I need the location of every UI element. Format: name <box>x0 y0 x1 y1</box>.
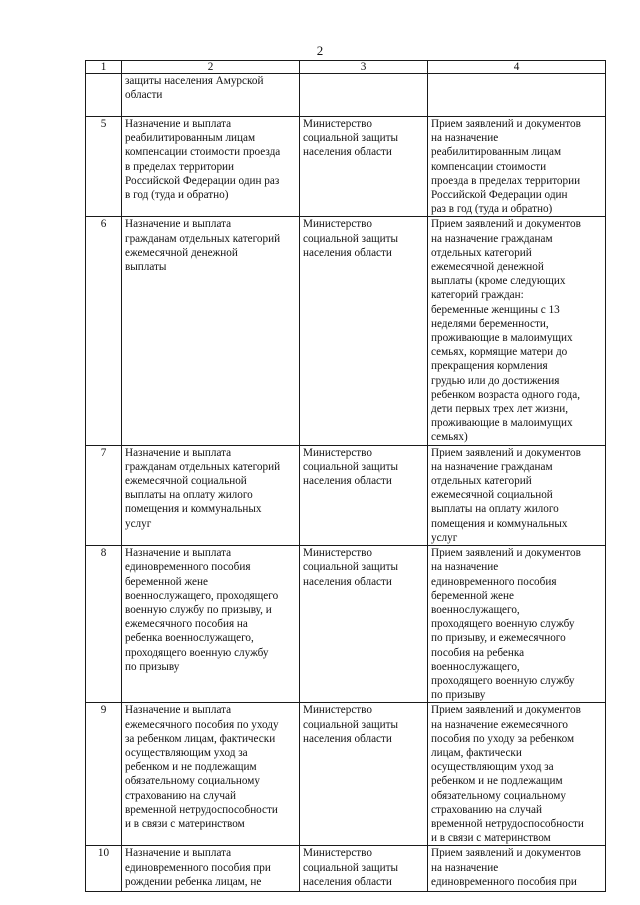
authority-cell <box>300 74 428 117</box>
table-row <box>86 217 606 445</box>
procedure-text: Прием заявлений и документов на назначение единовременного пособия беременной жене военнослужащего, проходящего военную службу по призыву, и ежемесячного пособия на ребенка военнослужащего, проходящего военную службу по призыву <box>431 547 581 702</box>
services-table <box>85 60 606 892</box>
service-text: Назначение и выплата ежемесячного пособия по уходу за ребенком лицам, фактически осуществляющим уход за ребенком и не подлежащим обязательному социальному страхованию на случай временной нетрудоспособности и в связи с материнством <box>125 704 279 830</box>
service-text: Назначение и выплата единовременного пособия при рождении ребенка лицам, не <box>125 847 271 888</box>
header-col-2: 2 <box>122 61 300 74</box>
service-cell <box>122 117 300 217</box>
procedure-text: Прием заявлений и документов на назначение единовременного пособия при <box>431 847 581 888</box>
table-row-continuation <box>86 74 606 117</box>
service-text: защиты населения Амурской области <box>125 75 264 102</box>
page-number: 2 <box>316 43 324 58</box>
table-row <box>86 546 606 703</box>
table-row <box>86 445 606 545</box>
service-cell <box>122 546 300 703</box>
procedure-cell <box>428 445 606 545</box>
authority-cell <box>300 846 428 892</box>
service-cell <box>122 445 300 545</box>
service-text: Назначение и выплата гражданам отдельных категорий ежемесячной денежной выплаты <box>125 218 281 274</box>
procedure-text: Прием заявлений и документов на назначение реабилитированным лицам компенсации стоимости проезда в пределах территории Российской Федерации один раз в год (туда и обратно) <box>431 118 581 216</box>
procedure-cell <box>428 74 606 117</box>
row-number: 5 <box>86 117 122 217</box>
service-cell <box>122 703 300 846</box>
service-text: Назначение и выплата единовременного пособия беременной жене военнослужащего, проходящего военную службу по призыву, и ежемесячного пособия на ребенка военнослужащего, проходящего военную службу по призыву <box>125 547 279 673</box>
procedure-cell <box>428 117 606 217</box>
row-number: 7 <box>86 445 122 545</box>
table-row <box>86 846 606 892</box>
authority-cell <box>300 217 428 445</box>
authority-text: Министерство социальной защиты населения области <box>303 218 399 259</box>
procedure-cell <box>428 846 606 892</box>
row-number: 6 <box>86 217 122 445</box>
row-number: 10 <box>86 846 122 892</box>
table-row <box>86 703 606 846</box>
procedure-cell <box>428 703 606 846</box>
service-text: Назначение и выплата реабилитированным лицам компенсации стоимости проезда в пределах территории Российской Федерации один раз в год (туда и обратно) <box>125 118 281 202</box>
authority-text: Министерство социальной защиты населения области <box>303 547 399 588</box>
row-number-cell <box>86 74 122 117</box>
header-col-3: 3 <box>300 61 428 74</box>
authority-text: Министерство социальной защиты населения области <box>303 446 399 488</box>
header-col-1: 1 <box>86 61 122 74</box>
procedure-cell <box>428 217 606 445</box>
row-number: 9 <box>86 703 122 846</box>
authority-cell <box>300 703 428 846</box>
authority-text: Министерство социальной защиты населения области <box>303 118 399 159</box>
procedure-cell <box>428 546 606 703</box>
service-text: Назначение и выплата гражданам отдельных категорий ежемесячной социальной выплаты на оплату жилого помещения и коммунальных услуг <box>125 446 281 530</box>
header-col-4: 4 <box>428 61 606 74</box>
service-cell <box>122 846 300 892</box>
row-number: 8 <box>86 546 122 703</box>
table-row <box>86 117 606 217</box>
authority-text: Министерство социальной защиты населения области <box>303 704 399 745</box>
service-cell <box>122 74 300 117</box>
authority-cell <box>300 117 428 217</box>
authority-cell <box>300 546 428 703</box>
authority-cell <box>300 445 428 545</box>
procedure-text: Прием заявлений и документов на назначение гражданам отдельных категорий ежемесячной денежной выплаты (кроме следующих категорий граждан: беременные женщины с 13 неделями беременности, проживающие в малоимущих семьях, кормящие матери до прекращения кормления грудью или до достижения ребенком возраста одного года, дети первых трех лет жизни, проживающие в малоимущих семьях) <box>431 218 581 444</box>
procedure-text: Прием заявлений и документов на назначение ежемесячного пособия по уходу за ребенком лицам, фактически осуществляющим уход за ребенком и не подлежащим обязательному социальному страхованию на случай временной нетрудоспособности и в связи с материнством <box>431 704 584 845</box>
procedure-text: Прием заявлений и документов на назначение гражданам отдельных категорий ежемесячной социальной выплаты на оплату жилого помещения и коммунальных услуг <box>431 446 581 544</box>
authority-text: Министерство социальной защиты населения области <box>303 847 399 888</box>
service-cell <box>122 217 300 445</box>
table-header-row <box>86 61 606 74</box>
